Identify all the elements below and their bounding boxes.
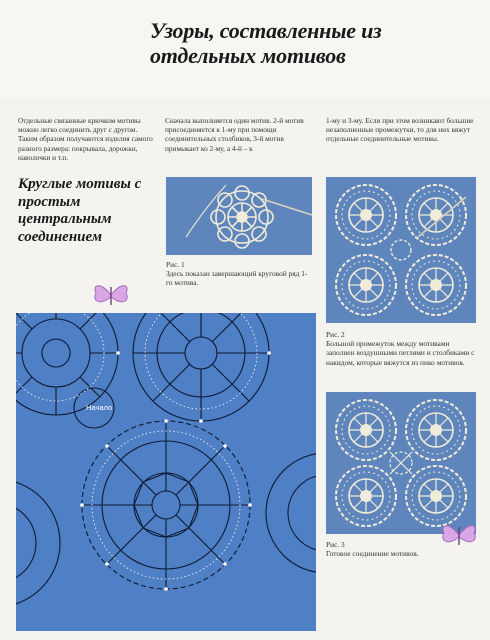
crochet-diagram: [16, 313, 316, 631]
figure-3-label: Рис. 3: [326, 540, 345, 549]
figure-2-photo: [326, 177, 476, 323]
figure-2-text: Большой промежуток между мотивами заполнен воздушными петлями и столбиками с накидом, которые вяжутся из пико мотивов.: [326, 339, 475, 367]
section-heading: Круглые мотивы с простым центральным соединением: [18, 176, 142, 245]
page-title: Узоры, составленные из отдельных мотивов: [150, 18, 382, 68]
butterfly-icon: [438, 518, 480, 552]
figure-3-photo: [326, 392, 476, 534]
figure-1-label: Рис. 1: [166, 260, 185, 269]
figure-1-text: Здесь показан завершающий круговой ряд 1-го мотива.: [166, 269, 308, 288]
butterfly-icon: [90, 279, 132, 311]
intro-text: Отдельные связанные крючком мотивы можно легко соединить друг с другом. Таким образом получаются изделия самого разного размера: покрывала, дорожки, наволочки и т.п.: [18, 116, 153, 162]
figure-1-caption: [166, 260, 312, 288]
figure-1-photo: [166, 177, 312, 255]
paragraph-two: 1-му и 3-му. Если при этом возникают большие незаполненные промежутки, то для них вяжут отдельные соединительные мотивы.: [326, 116, 474, 144]
figure-2-caption: [326, 330, 476, 367]
start-label: Начало: [86, 403, 113, 412]
figure-2-label: Рис. 2: [326, 330, 345, 339]
paragraph-one: Сначала выполняется один мотив. 2-й мотив присоединяется к 1-му при помощи соединительных столбиков, 3-й мотив примыкает ко 2-му, а 4-й – к: [165, 116, 304, 153]
figure-3-text: Готовое соединение мотивов.: [326, 549, 419, 559]
